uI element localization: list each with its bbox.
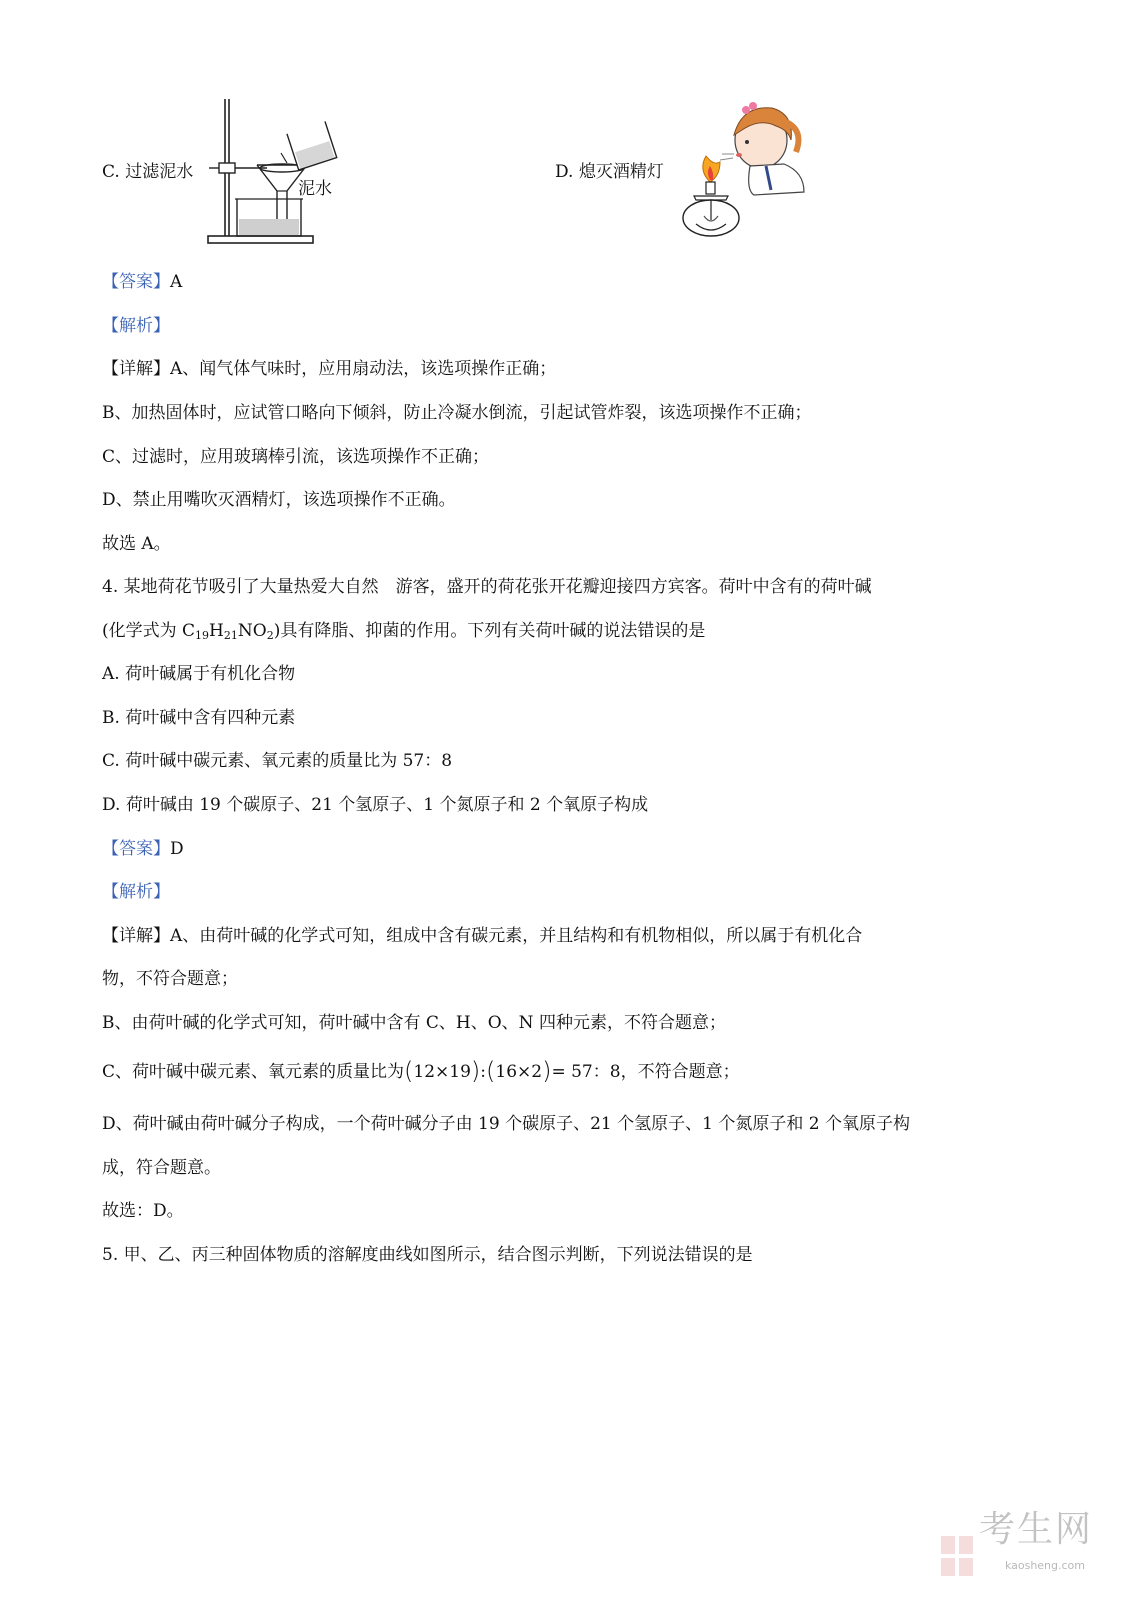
q4-detail-d-line-1: D、荷叶碱由荷叶碱分子构成，一个荷叶碱分子由 19 个碳原子、21 个氢原子、1 个氮原子和 2 个氧原子构 [102,1114,910,1134]
q3-detail-d: D、禁止用嘴吹灭酒精灯，该选项操作不正确。 [102,490,456,510]
q4-option-c: C. 荷叶碱中碳元素、氧元素的质量比为 57：8 [102,751,453,771]
mass-expr-separator: : [480,1062,487,1082]
q4-detail-b: B、由荷叶碱的化学式可知，荷叶碱中含有 C、H、O、N 四种元素，不符合题意； [102,1013,726,1033]
q4-option-b: B. 荷叶碱中含有四种元素 [102,708,296,728]
q4-analysis-heading: 【解析】 [102,882,170,902]
q3-analysis-heading: 【解析】 [102,316,170,336]
mass-expr-carbon: 12×19 [413,1062,471,1082]
watermark-domain: kaosheng.com [1004,1559,1085,1572]
q3-detail-c: C、过滤时，应用玻璃棒引流，该选项操作不正确； [102,447,490,467]
q3-detail-b: B、加热固体时，应试管口略向下倾斜，防止冷凝水倒流，引起试管炸裂，该选项操作不正确； [102,403,812,423]
q4-stem-line-2: (化学式为 $C_{19}H_{21}NO_2$)具有降脂、抑菌的作用。下列有关荷叶碱的说法错误的是 [102,621,706,642]
q4-answer: 【答案】D [102,839,184,859]
q5-stem: 5. 甲、乙、丙三种固体物质的溶解度曲线如图所示，结合图示判断，下列说法错误的是 [102,1245,753,1265]
mass-expr-oxygen: 16×2 [495,1062,543,1082]
q4-option-d: D. 荷叶碱由 19 个碳原子、21 个氢原子、1 个氮原子和 2 个氧原子构成 [102,795,649,815]
watermark-text: 考生网 [978,1509,1093,1550]
q3-answer: 【答案】A [102,272,183,292]
q4-stem-line-1: 4. 某地荷花节吸引了大量热爱大自然 游客，盛开的荷花张开花瓣迎接四方宾客。荷叶中含有的荷叶碱 [102,577,872,597]
q3-conclusion: 故选 A。 [102,534,171,554]
q4-option-a: A. 荷叶碱属于有机化合物 [102,664,296,684]
option-d-label: D. 熄灭酒精灯 [555,162,664,182]
muddy-water-label: 泥水 [298,179,332,199]
q4-conclusion: 故选：D。 [102,1201,184,1221]
q4-detail-a-line-1: 【详解】A、由荷叶碱的化学式可知，组成中含有碳元素，并且结构和有机物相似，所以属于有机化合 [102,926,863,946]
option-c-label: C. 过滤泥水 [102,162,194,182]
q4-detail-a-line-2: 物，不符合题意； [102,969,238,989]
blow-out-lamp-figure [676,100,811,242]
watermark-logo-icon [939,1534,979,1578]
q4-detail-d-line-2: 成，符合题意。 [102,1158,221,1178]
filtration-apparatus-figure [205,95,365,250]
q4-detail-c: C、荷叶碱中碳元素、氧元素的质量比为(12×19):(16×2)= 57：8，不符合题意； [102,1057,740,1085]
q3-detail-a: 【详解】A、闻气体气味时，应用扇动法，该选项操作正确； [102,359,557,379]
